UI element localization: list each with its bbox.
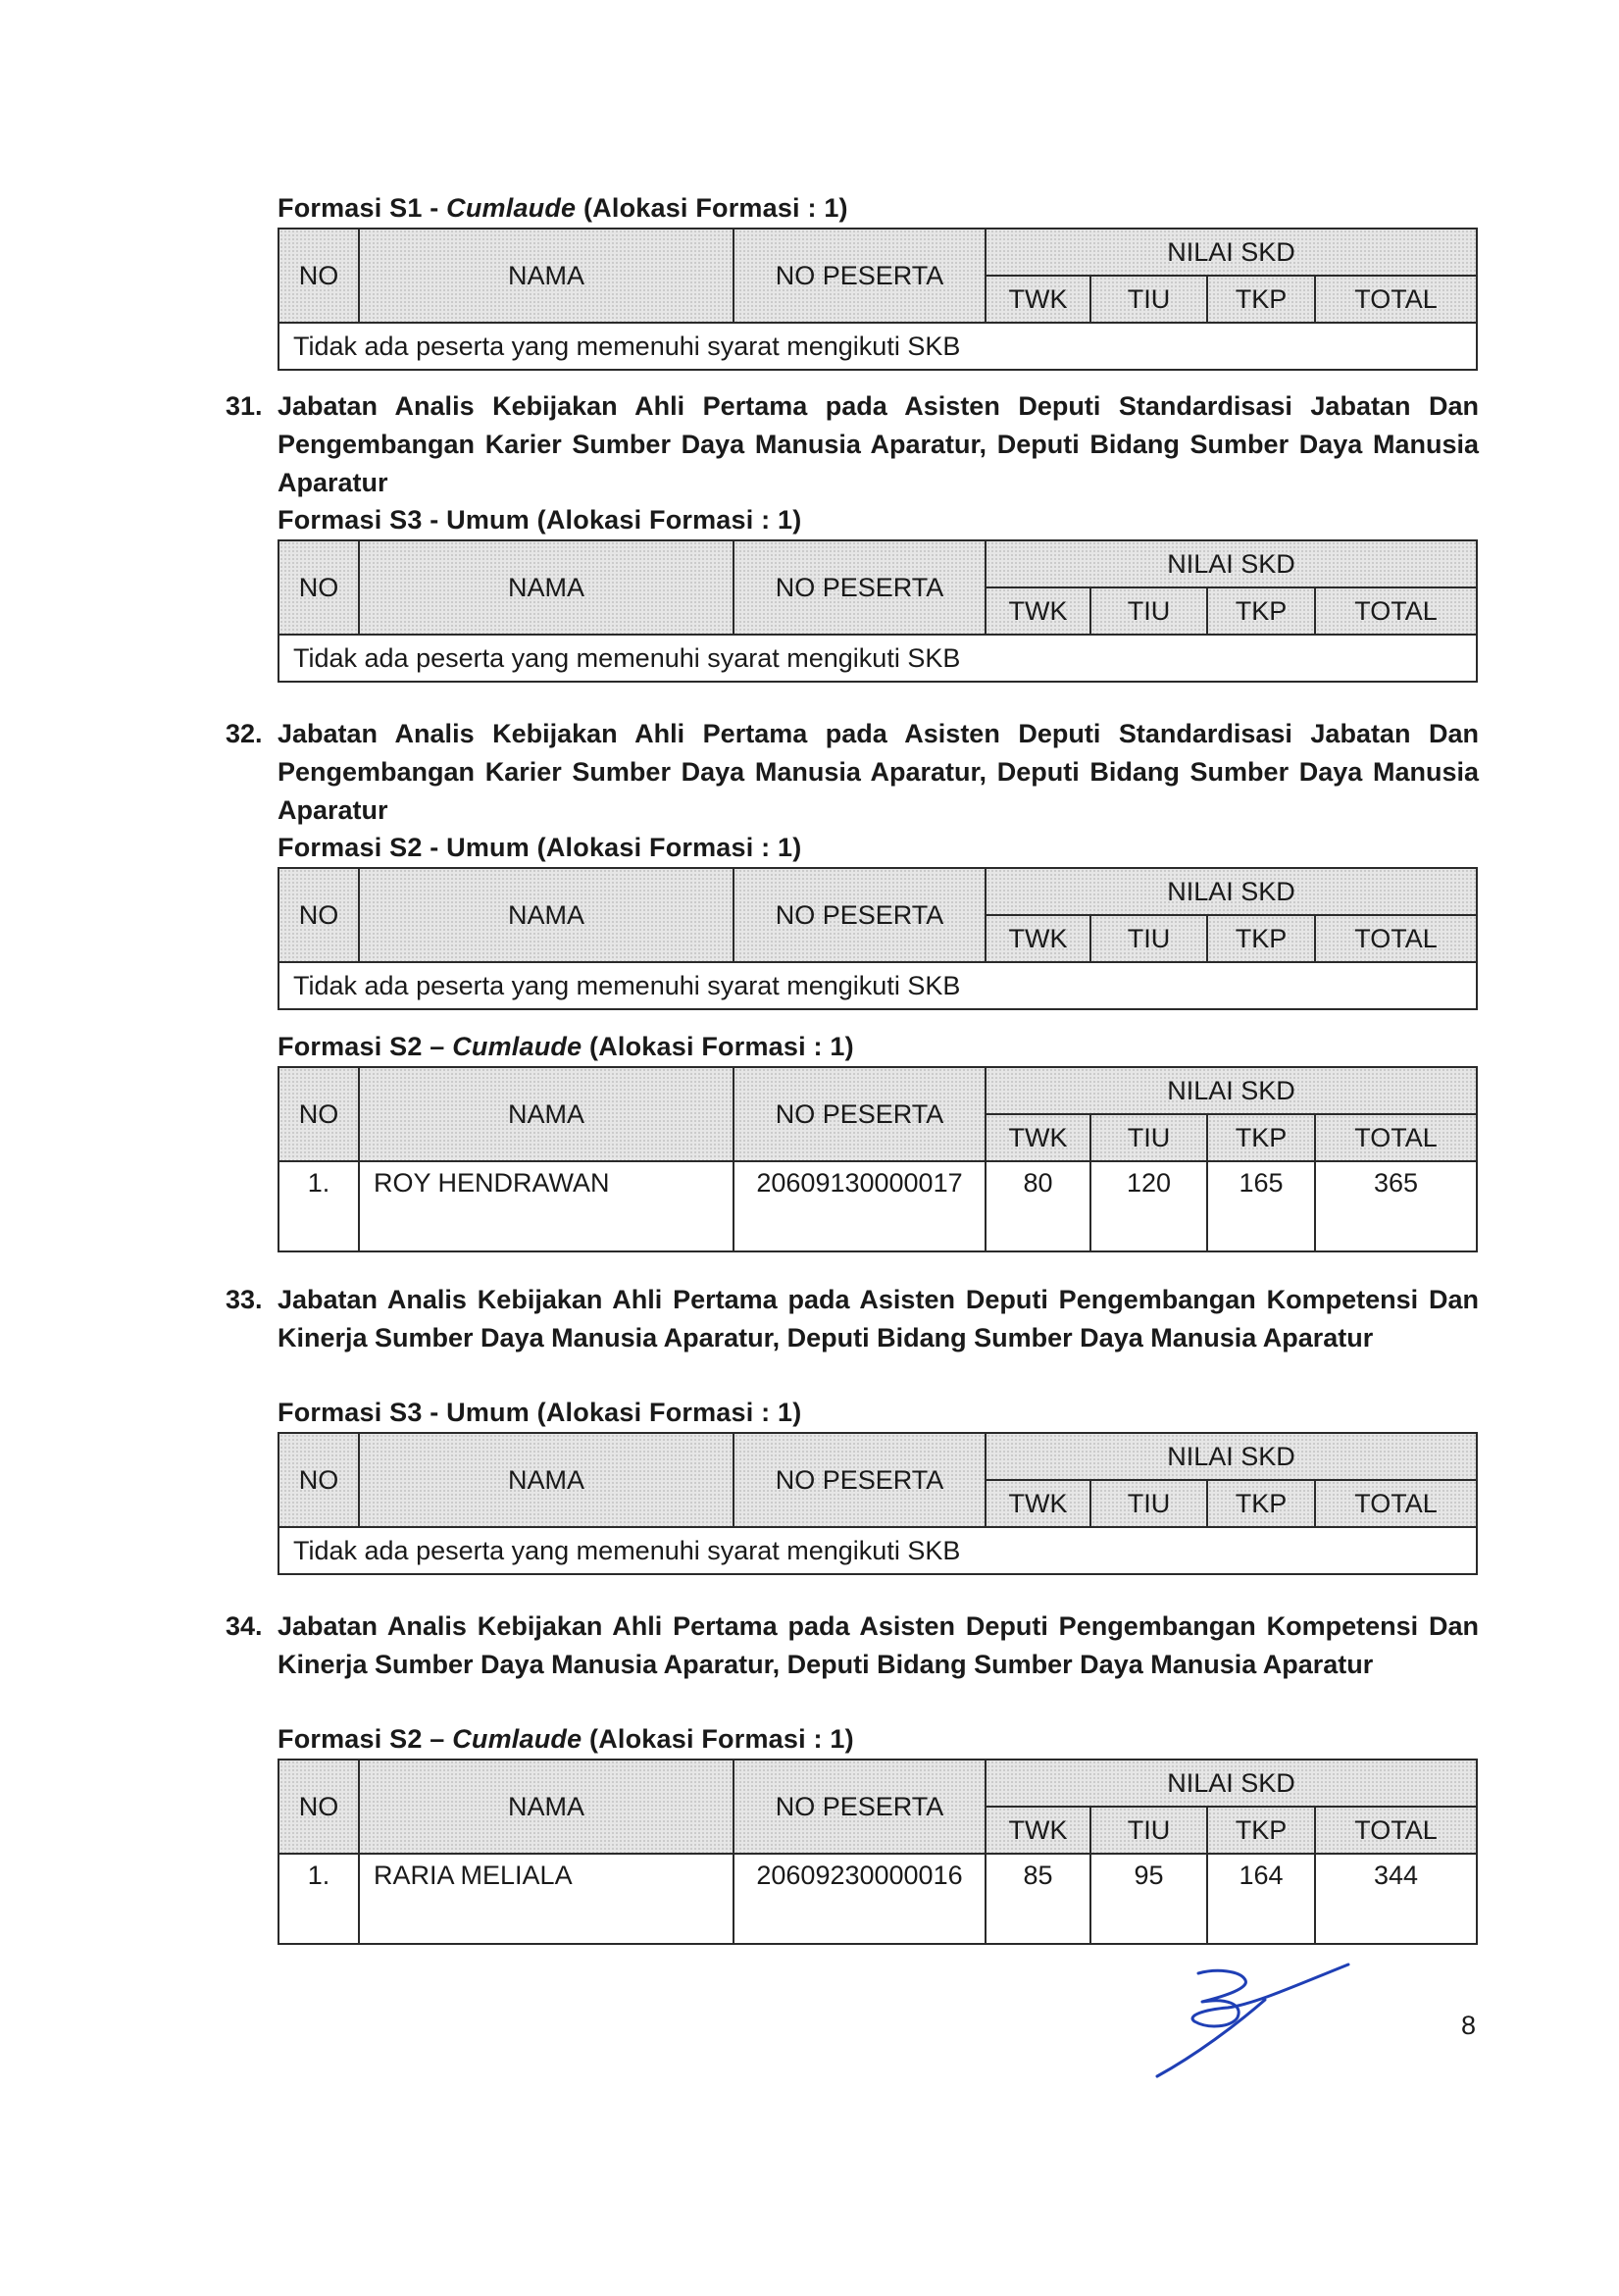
formasi-heading: Formasi S2 - Umum (Alokasi Formasi : 1) — [278, 833, 802, 862]
cell-nama: ROY HENDRAWAN — [359, 1161, 734, 1251]
header-nilai-skd: NILAI SKD — [986, 1760, 1477, 1807]
header-total: TOTAL — [1315, 1807, 1477, 1854]
formasi-heading: Formasi S3 - Umum (Alokasi Formasi : 1) — [278, 505, 802, 535]
header-tiu: TIU — [1090, 1480, 1207, 1527]
header-no-peserta: NO PESERTA — [734, 1433, 986, 1527]
cell-nama: RARIA MELIALA — [359, 1854, 734, 1944]
header-tiu: TIU — [1090, 587, 1207, 635]
skd-table — [278, 867, 1478, 1010]
cell-twk: 85 — [986, 1854, 1090, 1944]
skd-table — [278, 1432, 1478, 1575]
header-no: NO — [278, 1760, 359, 1854]
section-title: Jabatan Analis Kebijakan Ahli Pertama pada Asisten Deputi Pengembangan Kompetensi Dan Kinerja Sumber Daya Manusia Aparatur, Deputi Bidang Sumber Daya Manusia Aparatur — [278, 1285, 1479, 1352]
section-number: 33. — [226, 1285, 263, 1314]
header-nama: NAMA — [359, 1433, 734, 1527]
header-tkp: TKP — [1207, 1480, 1315, 1527]
header-tiu: TIU — [1090, 276, 1207, 323]
header-total: TOTAL — [1315, 1480, 1477, 1527]
cell-tkp: 164 — [1207, 1854, 1315, 1944]
header-nilai-skd: NILAI SKD — [986, 540, 1477, 587]
cell-no: 1. — [278, 1161, 359, 1251]
section-title: Jabatan Analis Kebijakan Ahli Pertama pada Asisten Deputi Standardisasi Jabatan Dan Pengembangan Karier Sumber Daya Manusia Aparatur, Deputi Bidang Sumber Daya Manusia Aparatur — [278, 719, 1479, 825]
cell-no-peserta: 20609230000016 — [734, 1854, 986, 1944]
header-nilai-skd: NILAI SKD — [986, 868, 1477, 915]
header-twk: TWK — [986, 1807, 1090, 1854]
skd-table — [278, 228, 1478, 371]
header-tkp: TKP — [1207, 1114, 1315, 1161]
section-number: 34. — [226, 1611, 263, 1641]
formasi-heading: Formasi S2 – Cumlaude (Alokasi Formasi : 1) — [278, 1032, 854, 1061]
skd-table — [278, 1066, 1478, 1252]
header-total: TOTAL — [1315, 915, 1477, 962]
cell-no: 1. — [278, 1854, 359, 1944]
cell-no-peserta: 20609130000017 — [734, 1161, 986, 1251]
table-row — [278, 1161, 1477, 1251]
empty-message: Tidak ada peserta yang memenuhi syarat mengikuti SKB — [278, 962, 1477, 1009]
header-total: TOTAL — [1315, 587, 1477, 635]
header-no: NO — [278, 540, 359, 635]
skd-table — [278, 1759, 1478, 1945]
header-nilai-skd: NILAI SKD — [986, 1433, 1477, 1480]
header-tkp: TKP — [1207, 276, 1315, 323]
header-tkp: TKP — [1207, 1807, 1315, 1854]
header-no: NO — [278, 868, 359, 962]
page-number: 8 — [1461, 2011, 1477, 2040]
cell-tiu: 120 — [1090, 1161, 1207, 1251]
header-nama: NAMA — [359, 229, 734, 323]
formasi-heading: Formasi S2 – Cumlaude (Alokasi Formasi : 1) — [278, 1724, 854, 1754]
header-tkp: TKP — [1207, 915, 1315, 962]
header-no: NO — [278, 229, 359, 323]
header-no: NO — [278, 1433, 359, 1527]
header-no-peserta: NO PESERTA — [734, 540, 986, 635]
header-no-peserta: NO PESERTA — [734, 229, 986, 323]
header-nilai-skd: NILAI SKD — [986, 1067, 1477, 1114]
empty-message: Tidak ada peserta yang memenuhi syarat mengikuti SKB — [278, 635, 1477, 682]
skd-table — [278, 539, 1478, 683]
header-no-peserta: NO PESERTA — [734, 868, 986, 962]
section-title: Jabatan Analis Kebijakan Ahli Pertama pada Asisten Deputi Pengembangan Kompetensi Dan Kinerja Sumber Daya Manusia Aparatur, Deputi Bidang Sumber Daya Manusia Aparatur — [278, 1611, 1479, 1679]
formasi-heading: Formasi S3 - Umum (Alokasi Formasi : 1) — [278, 1398, 802, 1427]
header-nama: NAMA — [359, 1760, 734, 1854]
header-twk: TWK — [986, 276, 1090, 323]
header-twk: TWK — [986, 587, 1090, 635]
cell-total: 344 — [1315, 1854, 1477, 1944]
section-title: Jabatan Analis Kebijakan Ahli Pertama pada Asisten Deputi Standardisasi Jabatan Dan Pengembangan Karier Sumber Daya Manusia Aparatur, Deputi Bidang Sumber Daya Manusia Aparatur — [278, 391, 1479, 497]
signature-icon — [1147, 1957, 1363, 2084]
header-tiu: TIU — [1090, 1114, 1207, 1161]
header-no-peserta: NO PESERTA — [734, 1760, 986, 1854]
header-tiu: TIU — [1090, 915, 1207, 962]
section-number: 31. — [226, 391, 263, 421]
table-row — [278, 1854, 1477, 1944]
cell-tiu: 95 — [1090, 1854, 1207, 1944]
section-number: 32. — [226, 719, 263, 748]
empty-message: Tidak ada peserta yang memenuhi syarat mengikuti SKB — [278, 1527, 1477, 1574]
header-total: TOTAL — [1315, 1114, 1477, 1161]
header-twk: TWK — [986, 915, 1090, 962]
cell-tkp: 165 — [1207, 1161, 1315, 1251]
header-nama: NAMA — [359, 868, 734, 962]
header-twk: TWK — [986, 1114, 1090, 1161]
header-tkp: TKP — [1207, 587, 1315, 635]
header-tiu: TIU — [1090, 1807, 1207, 1854]
header-nama: NAMA — [359, 540, 734, 635]
header-nilai-skd: NILAI SKD — [986, 229, 1477, 276]
header-nama: NAMA — [359, 1067, 734, 1161]
header-total: TOTAL — [1315, 276, 1477, 323]
header-no: NO — [278, 1067, 359, 1161]
empty-message: Tidak ada peserta yang memenuhi syarat mengikuti SKB — [278, 323, 1477, 370]
cell-total: 365 — [1315, 1161, 1477, 1251]
header-no-peserta: NO PESERTA — [734, 1067, 986, 1161]
cell-twk: 80 — [986, 1161, 1090, 1251]
formasi-heading: Formasi S1 - Cumlaude (Alokasi Formasi : 1) — [278, 193, 848, 223]
header-twk: TWK — [986, 1480, 1090, 1527]
